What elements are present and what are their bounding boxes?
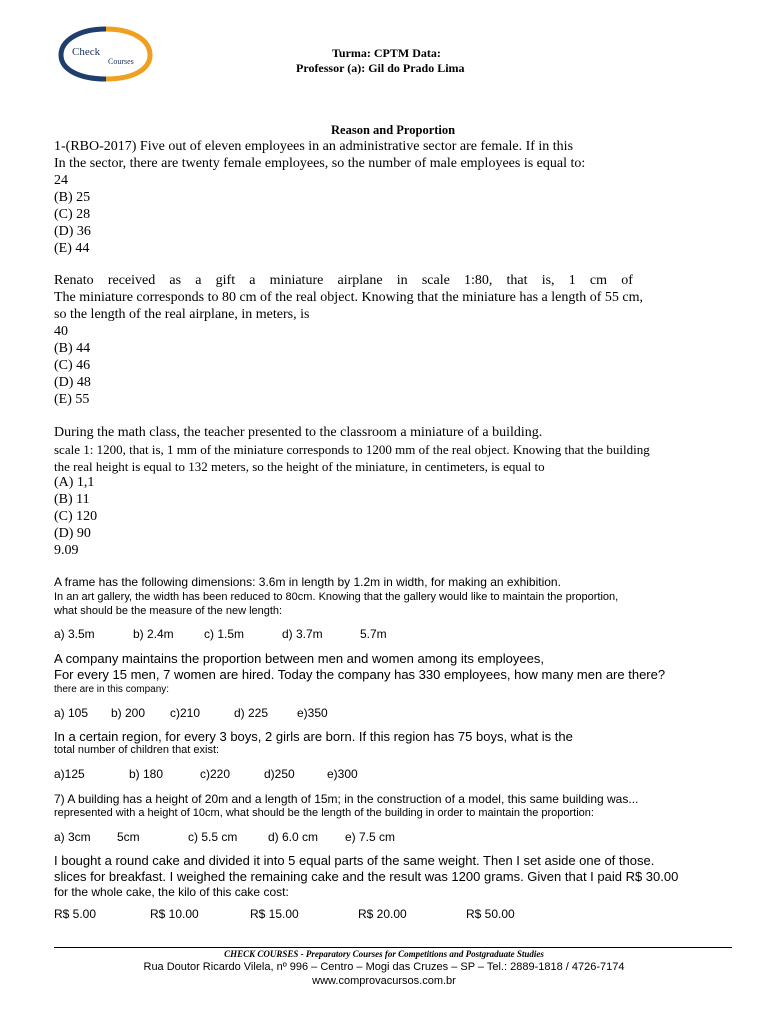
q7-option-b: 5cm [117, 830, 140, 844]
q2-line-3: so the length of the real airplane, in meters, is [54, 307, 310, 322]
logo [58, 26, 154, 82]
q7-option-e: e) 7.5 cm [345, 830, 396, 844]
q6-option-e: e)300 [327, 767, 358, 781]
q3-option-c: (C) 120 [54, 509, 98, 524]
q2-word: gift [215, 273, 236, 288]
q2-word: 1:80, [463, 273, 493, 288]
q1-option-d: (D) 36 [54, 224, 91, 239]
q4-option-d: d) 3.7m [282, 627, 323, 641]
footer-website: www.comprovacursos.com.br [312, 975, 456, 987]
q3-line-1: During the math class, the teacher presented to the classroom a miniature of a building. [54, 425, 543, 440]
logo-word-courses: Courses [108, 57, 134, 66]
q3-option-b: (B) 11 [54, 492, 90, 507]
q1-option-a: 24 [54, 173, 68, 188]
q4-option-a: a) 3.5m [54, 627, 95, 641]
q8-option-d: R$ 20.00 [358, 907, 407, 921]
q5-line-3: there are in this company: [54, 684, 170, 695]
q2-word: scale [421, 273, 450, 288]
q2-option-d: (D) 48 [54, 375, 91, 390]
q5-option-d: d) 225 [234, 706, 269, 720]
q4-line-1: A frame has the following dimensions: 3.6m in length by 1.2m in width, for making an exhibition. [54, 575, 561, 589]
q2-word: a [195, 273, 202, 288]
q3-line-2: scale 1: 1200, that is, 1 mm of the miniature corresponds to 1200 mm of the real object. Knowing that the building [54, 442, 650, 457]
q2-line-1 [54, 273, 633, 289]
header-class-date: Turma: CPTM Data: [332, 46, 441, 60]
q8-line-1: I bought a round cake and divided it into 5 equal parts of the same weight. Then I set aside one of those. [54, 853, 655, 868]
q6-option-c: c)220 [200, 767, 231, 781]
q2-word: that [506, 273, 528, 288]
q2-word: miniature [269, 273, 324, 288]
q2-word: Renato [54, 273, 94, 288]
q1-option-c: (C) 28 [54, 207, 91, 222]
q2-word: in [396, 273, 408, 288]
q7-line-1: 7) A building has a height of 20m and a length of 15m; in the construction of a model, this same building was... [54, 792, 639, 806]
q5-line-1: A company maintains the proportion between men and women among its employees, [54, 651, 544, 666]
q2-word: as [169, 273, 182, 288]
q5-option-b: b) 200 [111, 706, 146, 720]
q8-option-b: R$ 10.00 [150, 907, 199, 921]
page-title: Reason and Proportion [331, 123, 456, 137]
q3-option-e: 9.09 [54, 543, 79, 558]
q5-line-2: For every 15 men, 7 women are hired. Today the company has 330 employees, how many men are there? [54, 667, 666, 682]
q2-word: airplane [337, 273, 383, 288]
q2-option-e: (E) 55 [54, 392, 90, 407]
logo-word-check: Check [72, 46, 101, 58]
q4-option-e: 5.7m [360, 627, 387, 641]
q1-option-b: (B) 25 [54, 190, 91, 205]
q2-option-c: (C) 46 [54, 358, 91, 373]
q2-word: a [249, 273, 256, 288]
q1-option-e: (E) 44 [54, 241, 90, 256]
footer-address: Rua Doutor Ricardo Vilela, nº 996 – Centro – Mogi das Cruzes – SP – Tel.: 2889-1818 / 4726-7174 [143, 961, 625, 973]
q2-line-2: The miniature corresponds to 80 cm of the real object. Knowing that the miniature has a length of 55 cm, [54, 290, 643, 305]
q4-option-c: c) 1.5m [204, 627, 245, 641]
footer-title: CHECK COURSES - Preparatory Courses for Competitions and Postgraduate Studies [224, 949, 544, 959]
q2-word: is, [541, 273, 555, 288]
q7-option-a: a) 3cm [54, 830, 91, 844]
q4-line-2: In an art gallery, the width has been reduced to 80cm. Knowing that the gallery would like to maintain the proportion, [54, 591, 619, 603]
q5-option-c: c)210 [170, 706, 201, 720]
q5-option-e: e)350 [297, 706, 328, 720]
q3-line-3: the real height is equal to 132 meters, so the height of the miniature, in centimeters, is equal to [54, 459, 545, 474]
q8-line-3: for the whole cake, the kilo of this cake cost: [54, 885, 289, 899]
q6-option-a: a)125 [54, 767, 85, 781]
q7-option-d: d) 6.0 cm [268, 830, 319, 844]
q2-word: of [621, 273, 633, 288]
footer-divider [54, 947, 732, 948]
header-teacher: Professor (a): Gil do Prado Lima [296, 61, 465, 75]
q2-option-a: 40 [54, 324, 68, 339]
q6-option-b: b) 180 [129, 767, 164, 781]
q4-line-3: what should be the measure of the new length: [54, 605, 283, 617]
q2-word: 1 [568, 273, 576, 288]
q7-option-c: c) 5.5 cm [188, 830, 238, 844]
q6-line-2: total number of children that exist: [54, 744, 220, 756]
q2-word: received [107, 273, 156, 288]
q5-option-a: a) 105 [54, 706, 89, 720]
q8-option-e: R$ 50.00 [466, 907, 515, 921]
q8-option-c: R$ 15.00 [250, 907, 299, 921]
q6-line-1: In a certain region, for every 3 boys, 2 girls are born. If this region has 75 boys, what is the [54, 729, 573, 744]
q3-option-d: (D) 90 [54, 526, 91, 541]
q2-option-b: (B) 44 [54, 341, 91, 356]
q4-option-b: b) 2.4m [133, 627, 174, 641]
q1-line-2: In the sector, there are twenty female employees, so the number of male employees is equal to: [54, 156, 586, 171]
q2-word: cm [589, 273, 608, 288]
q3-option-a: (A) 1,1 [54, 475, 95, 490]
q6-option-d: d)250 [264, 767, 295, 781]
q7-line-2: represented with a height of 10cm, what should be the length of the building in order to maintain the proportion: [54, 807, 594, 819]
q8-option-a: R$ 5.00 [54, 907, 97, 921]
q1-line-1: 1-(RBO-2017) Five out of eleven employees in an administrative sector are female. If in this [54, 139, 574, 154]
q8-line-2: slices for breakfast. I weighed the remaining cake and the result was 1200 grams. Given that I paid R$ 30.00 [54, 869, 679, 884]
